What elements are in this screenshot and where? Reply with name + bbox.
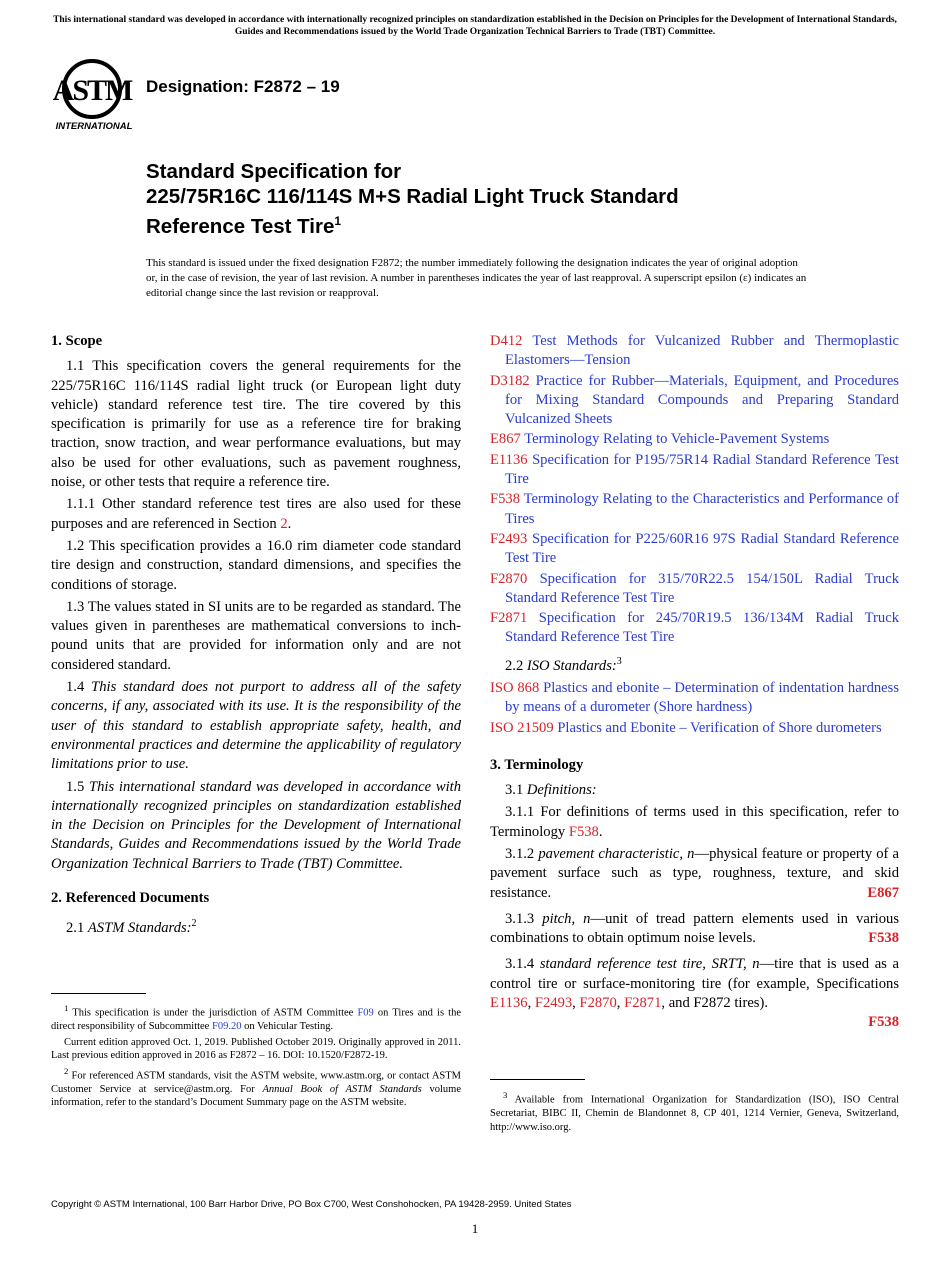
reference-item (490, 609, 899, 648)
title-line-1: Standard Specification for (146, 160, 402, 183)
reference-title-link[interactable]: Plastics and ebonite – Determination of indentation hardness by means of a durometer (Shore hardness) (505, 679, 899, 716)
footnotes-left (51, 1002, 461, 1112)
copyright: Copyright © ASTM International, 100 Barr Harbor Drive, PO Box C700, West Conshohocken, PA 19428-2959. United States (51, 1199, 572, 1210)
designation: Designation: F2872 – 19 (146, 77, 340, 96)
source-f538-link-2[interactable]: F538 (868, 1014, 899, 1031)
logo-letters: ASTM (52, 74, 132, 107)
reference-title-link[interactable]: Specification for 315/70R22.5 154/150L Radial Truck Standard Reference Test Tire (505, 570, 899, 606)
reference-title-link[interactable]: Specification for 245/70R19.5 136/134M Radial Truck Standard Reference Test Tire (505, 610, 899, 646)
reference-item (490, 332, 899, 371)
title-line-2: 225/75R16C 116/114S M+S Radial Light Truck Standard (146, 185, 679, 208)
footnote-3: $^3$ Available from International Organization for Standardization (ISO), ISO Central Secretariat, BIBC II, Chemin de Blandonnet 8, CP 401, 1214 Vernier, Geneva, Switzerland, http://www.iso.org. (490, 1090, 899, 1133)
footnote-rule-right (490, 1079, 585, 1080)
footnote-rule-left (51, 993, 146, 994)
footnote-1-edition: Current edition approved Oct. 1, 2019. Published October 2019. Originally approved in 2011. Last previous edition approved in 2016 as F2872 – 16. DOI: 10.1520/F2872-19. (51, 1036, 461, 1061)
section-2-link[interactable]: 2 (280, 515, 288, 532)
paragraph-3-1-3: 3.1.3 pitch, n—unit of tread pattern elements used in various combinations to obtain optimum noise levels. (490, 910, 900, 947)
title-footnote-mark[interactable]: 1 (334, 214, 342, 228)
ref-f2871-link[interactable]: F2871 (624, 995, 662, 1012)
top-notice: This international standard was developed in accordance with internationally recognized principles on standardization established in the Decision on Principles for the Development of International Standards, Guides and Recommendations issued by the World Trade Organization Technical Barriers to Trade (TBT) Committee. (53, 15, 897, 37)
left-column (51, 332, 461, 941)
section-heading-terminology: 3. Terminology (490, 756, 584, 773)
reference-title-link[interactable]: Specification for P195/75R14 Radial Standard Reference Test Tire (505, 451, 899, 488)
paragraph-1-4: 1.4 This standard does not purport to address all of the safety concerns, if any, associated with its use. It is the responsibility of the user of this standard to establish appropriate safety, health, and environmental practices and determine the applicability of regulatory limitations prior to use. (51, 679, 461, 773)
paragraph-1-1: 1.1 This specification covers the general requirements for the 225/75R16C 116/114S radial light truck (or European light duty vehicle) standard reference test tire. The tire covered by this specification is primarily for use as a reference tire for braking traction, snow traction, and wear performance evaluations, but may also be used for other evaluations, such as pavement roughness, noise, or other tests that require a reference tire. (51, 358, 461, 491)
paragraph-2-1: 2.1 ASTM Standards:$^2$ (66, 918, 197, 937)
paragraph-3-1: 3.1 Definitions: (505, 782, 597, 799)
page-number: 1 (471, 1221, 479, 1236)
reference-item (490, 679, 899, 718)
reference-title-link[interactable]: Terminology Relating to Vehicle-Pavement Systems (524, 431, 830, 448)
reference-title-link[interactable]: Specification for P225/60R16 97S Radial Standard Reference Test Tire (505, 530, 899, 567)
reference-title-link[interactable]: Practice for Rubber—Materials, Equipment, and Procedures for Mixing Standard Compounds and Preparing Standard Vulcanized Sheets (505, 372, 899, 428)
reference-code-link[interactable]: D412 (490, 333, 523, 349)
title-line-3: Reference Test Tire (146, 214, 335, 238)
reference-code-link[interactable]: F2493 (490, 530, 528, 547)
reference-title-link[interactable]: Terminology Relating to the Characteristics and Performance of Tires (505, 491, 899, 527)
paragraph-3-1-4: 3.1.4 standard reference test tire, SRTT, n—tire that is used as a control tire or surface-monitoring tire (for example, Specifications E1136, F2493, F2870, F2871, and F2872 tires). (490, 956, 899, 1012)
ref-e1136-link[interactable]: E1136 (490, 995, 528, 1012)
reference-item (490, 430, 899, 449)
reference-code-link[interactable]: F538 (490, 491, 521, 508)
reference-code-link[interactable]: E1136 (490, 451, 528, 468)
footnote-2: $^2$ For referenced ASTM standards, visit the ASTM website, www.astm.org, or contact ASTM Customer Service at service@astm.org. For Annual Book of ASTM Standards volume information, refer to the standard’s Document Summary page on the ASTM website. (51, 1065, 461, 1108)
reference-item (490, 719, 899, 738)
committee-f09-link[interactable]: F09 (357, 1007, 374, 1019)
paragraph-3-1-2: 3.1.2 pavement characteristic, n—physical feature or property of a pavement surface such as type, roughness, texture, and skid resistance. (490, 845, 899, 901)
reference-code-link[interactable]: E867 (490, 431, 521, 448)
paragraph-2-2: 2.2 ISO Standards:$^3$ (505, 655, 622, 674)
paragraph-1-2: 1.2 This specification provides a 16.0 rim diameter code standard tire design and construction, standard dimensions, and specifies the conditions of storage. (51, 537, 461, 593)
reference-item (490, 451, 899, 490)
reference-item (490, 570, 899, 609)
reference-code-link[interactable]: ISO 868 (490, 679, 540, 696)
iso-standards-list (490, 679, 899, 738)
f538-link[interactable]: F538 (568, 823, 599, 840)
source-e867-link[interactable]: E867 (867, 884, 899, 901)
reference-code-link[interactable]: F2870 (490, 570, 528, 587)
section-heading-scope: 1. Scope (51, 333, 103, 349)
astm-standards-list (490, 332, 899, 648)
issuance-statement: This standard is issued under the fixed designation F2872; the number immediately following the designation indicates the year of original adoption or, in the case of revision, the year of last revision. A number in parentheses indicates the year of last reapproval. A superscript epsilon (ε) indicates an editorial change since the last revision or reapproval. (146, 257, 807, 299)
source-f538-link[interactable]: F538 (868, 930, 899, 947)
subcommittee-f09-20-link[interactable]: F09.20 (211, 1021, 242, 1032)
footnote-1: $^1$ This specification is under the jurisdiction of ASTM Committee F09 on Tires and is the direct responsibility of Subcommittee F09.20 on Vehicular Testing. (51, 1003, 461, 1032)
reference-title-link[interactable]: Plastics and Ebonite – Verification of Shore durometers (557, 719, 882, 736)
ref-f2870-link[interactable]: F2870 (579, 995, 617, 1012)
reference-code-link[interactable]: ISO 21509 (490, 719, 554, 736)
logo-international: INTERNATIONAL (55, 121, 133, 132)
reference-item (490, 372, 899, 430)
right-column (490, 332, 899, 1033)
footnote-2-mark[interactable]: 2 (191, 918, 197, 930)
paragraph-3-1-1: 3.1.1 For definitions of terms used in this specification, refer to Terminology F538. (490, 804, 899, 840)
reference-code-link[interactable]: D3182 (490, 372, 530, 389)
reference-title-link[interactable]: Test Methods for Vulcanized Rubber and Thermoplastic Elastomers—Tension (505, 333, 899, 369)
paragraph-1-1-1: 1.1.1 Other standard reference test tires are also used for these purposes and are referenced in Section 2. (51, 496, 461, 532)
footnotes-right (490, 1089, 899, 1136)
reference-item (490, 530, 899, 569)
ref-f2493-link[interactable]: F2493 (534, 995, 573, 1012)
document-title (146, 159, 866, 239)
reference-item (490, 490, 899, 529)
astm-logo (52, 56, 136, 132)
reference-code-link[interactable]: F2871 (490, 610, 528, 627)
paragraph-1-3: 1.3 The values stated in SI units are to be regarded as standard. The values given in parentheses are mathematical conversions to inch-pound units that are provided for information only and are not considered standard. (51, 598, 461, 673)
paragraph-1-5: 1.5 This international standard was developed in accordance with internationally recognized principles on standardization established in the Decision on Principles for the Development of International Standards, Guides and Recommendations issued by the World Trade Organization Technical Barriers to Trade (TBT) Committee. (51, 778, 462, 872)
footnote-3-mark[interactable]: 3 (616, 655, 622, 667)
section-heading-referenced: 2. Referenced Documents (51, 890, 210, 907)
